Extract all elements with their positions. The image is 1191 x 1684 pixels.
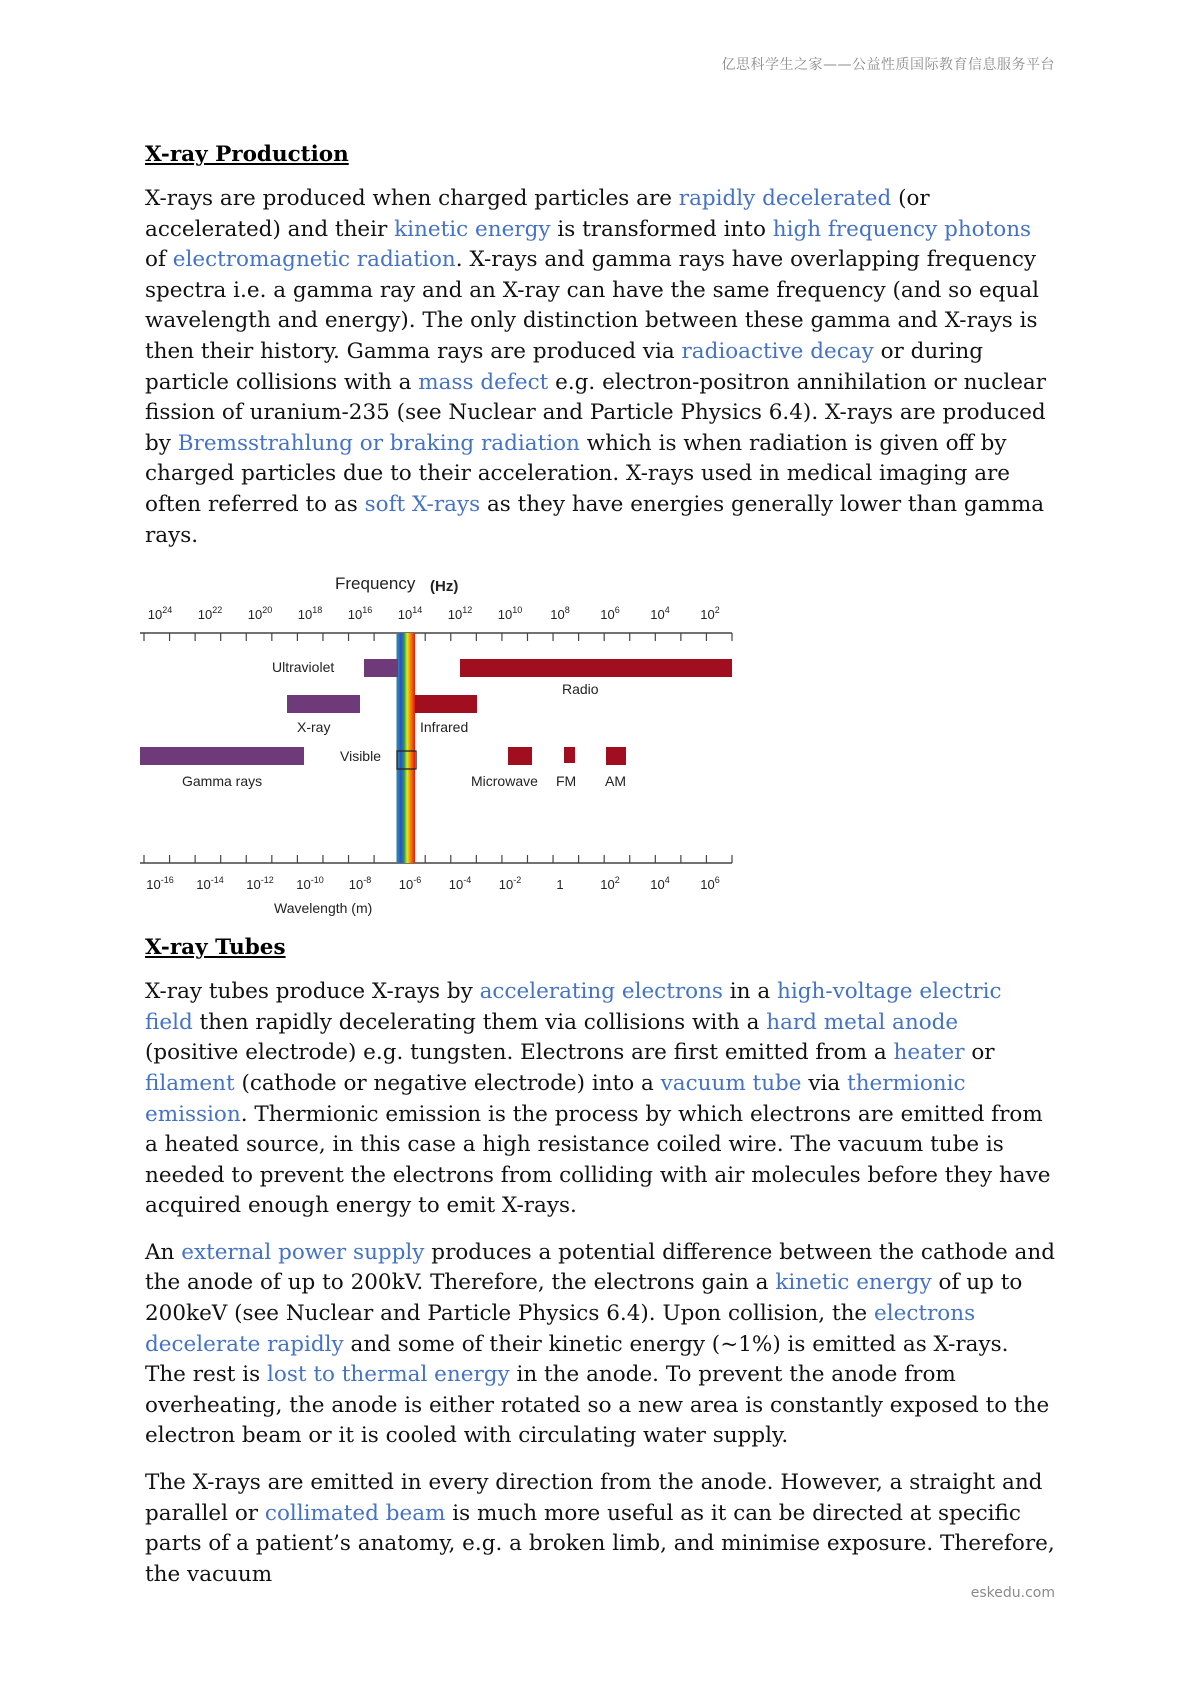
wavelength-tick-label [499, 875, 521, 892]
frequency-tick-label [448, 605, 472, 622]
text-run: as they have energies generally lower than gamma rays. [145, 491, 1045, 548]
microwave-label: Microwave [471, 773, 538, 790]
wavelength-tick-exponent: -6 [413, 875, 422, 886]
wavelength-tick-exponent: -4 [463, 875, 472, 886]
wavelength-tick-exponent: -10 [310, 875, 324, 886]
text-run: (cathode or negative electrode) into a [234, 1070, 661, 1096]
text-run: or [964, 1040, 995, 1066]
highlighted-term: kinetic energy [394, 216, 551, 242]
frequency-tick-base: 10 [347, 607, 363, 623]
frequency-tick-base: 10 [700, 607, 715, 623]
frequency-tick-base: 10 [600, 607, 615, 623]
infrared-band [415, 695, 477, 713]
text-run: or during particle collisions with a [145, 338, 984, 395]
text-run: which is when radiation is given off by charged particles due to their acceleration. X-rays used in medical imaging are often referred to as [145, 430, 1011, 517]
section-heading-xray-tubes: X-ray Tubes [145, 935, 286, 961]
highlighted-term: vacuum tube [660, 1070, 802, 1096]
frequency-tick-label [600, 605, 619, 622]
highlighted-term: lost to thermal energy [267, 1362, 510, 1388]
text-run: X-ray tubes produce X-rays by [145, 979, 480, 1005]
highlighted-term: soft X-rays [364, 491, 481, 517]
wavelength-tick-label [449, 875, 471, 892]
wavelength-tick-exponent: -14 [210, 875, 224, 886]
microwave-band [508, 747, 532, 765]
frequency-tick-exponent: 18 [312, 605, 323, 616]
wavelength-tick-exponent: -12 [260, 875, 274, 886]
text-run: in a [722, 979, 778, 1005]
text-run: e.g. electron-positron annihilation or nuclear fission of uranium-235 (see Nuclear and Particle Physics 6.4). X-rays are produced by [145, 369, 1047, 456]
frequency-tick-exponent: 6 [614, 605, 620, 616]
wavelength-tick-label [650, 875, 669, 892]
frequency-tick-labels [148, 605, 720, 622]
frequency-tick-label [498, 605, 522, 622]
text-run: . X-rays and gamma rays have overlapping frequency spectra i.e. a gamma ray and an X-ray can have the same frequency (and so equal wavelength and energy). The only distinction between these gamma and X-rays is then their history. Gamma rays are produced via [145, 247, 1040, 364]
highlighted-term: radioactive decay [681, 338, 874, 364]
text-run: (positive electrode) e.g. tungsten. Electrons are first emitted from a [145, 1040, 894, 1066]
wavelength-tick-label [399, 875, 421, 892]
frequency-title: Frequency [335, 574, 416, 594]
fm-band [564, 747, 575, 763]
frequency-tick-exponent: 4 [664, 605, 670, 616]
text-run: of [145, 247, 173, 273]
header-site-name: 亿思科学生之家——公益性质国际教育信息服务平台 [721, 57, 1055, 73]
frequency-tick-base: 10 [247, 607, 263, 623]
highlighted-term: hard metal anode [766, 1009, 959, 1035]
paragraph [145, 977, 1055, 1222]
frequency-tick-base: 10 [447, 607, 463, 623]
frequency-tick-base: 10 [297, 607, 313, 623]
radio-label: Radio [562, 681, 599, 698]
wavelength-tick-exponent: -8 [363, 875, 372, 886]
fm-label: FM [556, 773, 577, 790]
xray-label: X-ray [297, 719, 331, 736]
frequency-tick-label [148, 605, 172, 622]
wavelength-tick-base: 10 [196, 877, 211, 893]
text-run: is transformed into [550, 216, 773, 242]
highlighted-term: rapidly decelerated [678, 186, 892, 211]
text-run: via [801, 1070, 848, 1096]
frequency-tick-base: 10 [650, 607, 665, 623]
frequency-tick-label [248, 605, 272, 622]
wavelength-axis-ticks [144, 855, 732, 863]
ultraviolet-band [364, 659, 398, 677]
wavelength-tick-base: 10 [600, 877, 615, 893]
visible-label: Visible [340, 748, 381, 765]
wavelength-tick-base: 1 [556, 877, 564, 893]
frequency-tick-label [700, 605, 719, 622]
highlighted-term: heater [893, 1040, 965, 1066]
text-run: . Thermionic emission is the process by which electrons are emitted from a heated source, in this case a high resistance coiled wire. The vacuum tube is needed to prevent the electrons from colliding with air molecules before they have acquired enough energy to emit X-rays. [145, 1101, 1051, 1219]
em-spectrum-diagram [140, 567, 740, 927]
wavelength-tick-base: 10 [448, 877, 464, 893]
frequency-tick-exponent: 12 [462, 605, 473, 616]
wavelength-tick-base: 10 [700, 877, 715, 893]
frequency-tick-base: 10 [397, 607, 413, 623]
frequency-tick-label [398, 605, 422, 622]
frequency-tick-exponent: 2 [714, 605, 720, 616]
frequency-tick-exponent: 22 [212, 605, 223, 616]
highlighted-term: filament [145, 1070, 235, 1096]
wavelength-tick-label [349, 875, 371, 892]
radio-band [460, 659, 732, 677]
gamma-ray-label: Gamma rays [182, 773, 263, 790]
text-run: of up to 200keV (see Nuclear and Particle Physics 6.4). Upon collision, the [145, 1270, 1023, 1327]
frequency-tick-base: 10 [497, 607, 513, 623]
text-run: and some of their kinetic energy (~1%) is emitted as X-rays. The rest is [145, 1331, 1009, 1388]
text-run: An [145, 1239, 182, 1265]
infrared-label: Infrared [420, 719, 469, 736]
text-run: produces a potential difference between the cathode and the anode of up to 200kV. Therefore, the electrons gain a [145, 1239, 1055, 1296]
wavelength-tick-label [296, 875, 323, 892]
text-run: is much more useful as it can be directed at specific parts of a patient’s anatomy, e.g. a broken limb, and minimise exposure. Therefore, the vacuum [145, 1500, 1055, 1587]
gamma-ray-band [140, 747, 304, 765]
wavelength-tick-exponent: 2 [614, 875, 620, 886]
frequency-tick-base: 10 [147, 607, 163, 623]
wavelength-tick-label [246, 875, 273, 892]
highlighted-term: mass defect [418, 369, 549, 395]
am-band [606, 747, 626, 765]
wavelength-tick-label [700, 875, 719, 892]
wavelength-tick-exponent: 6 [714, 875, 720, 886]
wavelength-tick-label [196, 875, 223, 892]
footer-domain: eskedu.com [970, 1585, 1055, 1601]
wavelength-tick-exponent: -16 [160, 875, 174, 886]
frequency-tick-label [298, 605, 322, 622]
text-run: (or accelerated) and their [145, 186, 930, 242]
frequency-axis-ticks [144, 633, 732, 641]
frequency-tick-exponent: 20 [262, 605, 273, 616]
wavelength-tick-base: 10 [650, 877, 665, 893]
frequency-tick-label [348, 605, 372, 622]
highlighted-term: accelerating electrons [479, 979, 723, 1005]
wavelength-tick-label [600, 875, 619, 892]
xray-band [287, 695, 360, 713]
frequency-tick-base: 10 [197, 607, 213, 623]
highlighted-term: kinetic energy [775, 1270, 932, 1296]
wavelength-tick-base: 10 [498, 877, 514, 893]
wavelength-tick-exponent: 4 [664, 875, 670, 886]
wavelength-tick-base: 10 [146, 877, 161, 893]
highlighted-term: external power supply [181, 1239, 425, 1265]
frequency-tick-exponent: 10 [512, 605, 523, 616]
wavelength-tick-base: 10 [246, 877, 261, 893]
frequency-tick-label [550, 605, 569, 622]
frequency-tick-label [198, 605, 222, 622]
highlighted-term: Bremsstrahlung or braking radiation [177, 430, 580, 456]
text-run: in the anode. To prevent the anode from overheating, the anode is either rotated so a new area is constantly exposed to the electron beam or it is cooled with circulating water supply. [145, 1362, 1050, 1449]
wavelength-tick-labels [146, 875, 719, 892]
wavelength-tick-base: 10 [398, 877, 414, 893]
wavelength-tick-label [556, 877, 563, 892]
wavelength-tick-label [146, 875, 173, 892]
frequency-tick-exponent: 24 [162, 605, 173, 616]
highlighted-term: thermionic emission [145, 1070, 966, 1127]
frequency-tick-label [650, 605, 669, 622]
main-content [145, 140, 1055, 1606]
frequency-tick-exponent: 8 [564, 605, 570, 616]
highlighted-term: electromagnetic radiation [172, 247, 456, 273]
highlighted-term: collimated beam [264, 1500, 446, 1526]
frequency-tick-exponent: 16 [362, 605, 373, 616]
visible-spectrum-strip [398, 633, 415, 863]
wavelength-tick-exponent: -2 [513, 875, 522, 886]
frequency-tick-exponent: 14 [412, 605, 423, 616]
text-run: The X-rays are emitted in every direction from the anode. However, a straight and parallel or [145, 1470, 1043, 1526]
frequency-tick-base: 10 [550, 607, 565, 623]
paragraph [145, 1238, 1055, 1452]
text-run: X-rays are produced when charged particles are [145, 186, 679, 211]
frequency-unit: (Hz) [430, 578, 459, 596]
highlighted-term: high frequency photons [772, 216, 1032, 242]
am-label: AM [605, 773, 626, 790]
wavelength-tick-base: 10 [296, 877, 311, 893]
highlighted-term: high-voltage electric field [145, 979, 1002, 1035]
text-run: then rapidly decelerating them via collisions with a [192, 1009, 767, 1035]
wavelength-tick-base: 10 [348, 877, 364, 893]
paragraph [145, 1468, 1055, 1590]
ultraviolet-label: Ultraviolet [272, 659, 335, 676]
wavelength-title: Wavelength (m) [274, 900, 373, 917]
paragraph [145, 184, 1055, 551]
highlighted-term: electrons decelerate rapidly [145, 1301, 976, 1357]
section-heading-xray-production: X-ray Production [145, 142, 349, 167]
